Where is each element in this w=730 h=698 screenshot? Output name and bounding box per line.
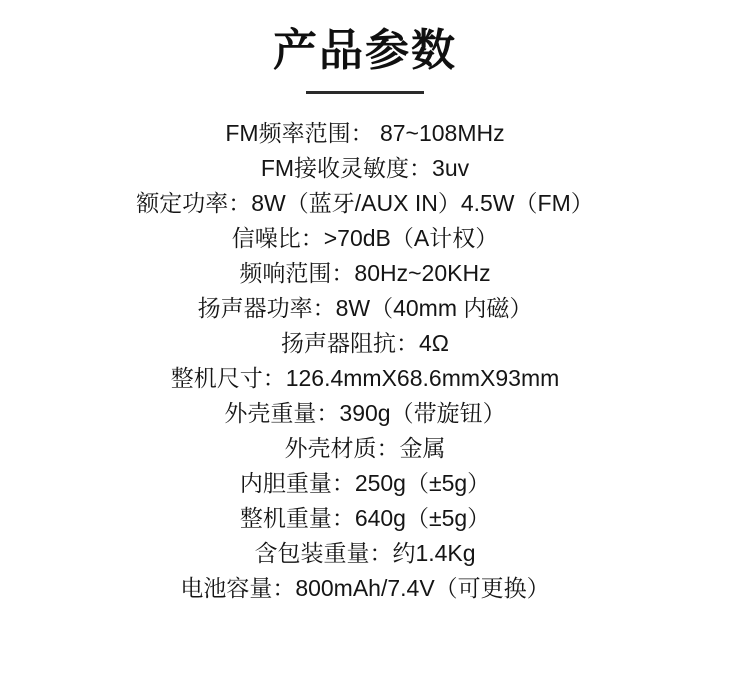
spec-item: 扬声器阻抗：4Ω <box>281 329 449 356</box>
spec-item: 频响范围：80Hz~20KHz <box>239 259 491 286</box>
spec-item: 信噪比：>70dB（A计权） <box>231 224 499 251</box>
spec-item: 额定功率：8W（蓝牙/AUX IN）4.5W（FM） <box>136 189 594 216</box>
spec-item: FM接收灵敏度：3uv <box>260 154 470 181</box>
spec-item: 整机尺寸：126.4mmX68.6mmX93mm <box>170 364 560 391</box>
spec-item: 内胆重量：250g（±5g） <box>239 469 491 496</box>
spec-item: 外壳重量：390g（带旋钮） <box>224 399 506 426</box>
spec-item: 扬声器功率：8W（40mm 内磁） <box>197 294 533 321</box>
spec-item: 整机重量：640g（±5g） <box>239 504 491 531</box>
spec-item: FM频率范围： 87~108MHz <box>225 119 505 146</box>
spec-item: 电池容量：800mAh/7.4V（可更换） <box>180 574 550 601</box>
spec-item: 外壳材质：金属 <box>284 434 446 461</box>
page-title: 产品参数 <box>273 26 457 75</box>
spec-item: 含包装重量：约1.4Kg <box>254 539 476 566</box>
title-underline-divider <box>306 91 424 94</box>
spec-list <box>0 116 730 606</box>
